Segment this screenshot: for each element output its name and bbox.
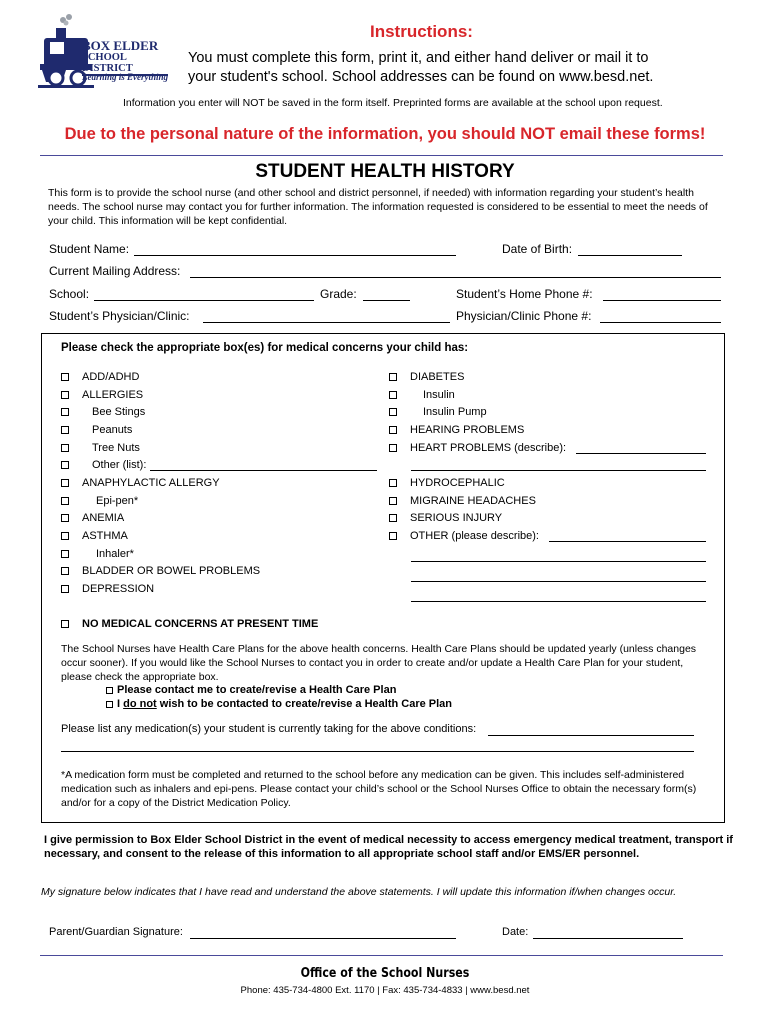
home-phone-label: Student’s Home Phone #: xyxy=(456,287,593,301)
contact-no-option[interactable]: I do not wish to be contacted to create/revise a Health Care Plan xyxy=(106,697,452,711)
physician-phone-field[interactable] xyxy=(600,322,721,323)
checkbox[interactable] xyxy=(61,514,69,522)
concerns-heading: Please check the appropriate box(es) for medical concerns your child has: xyxy=(61,342,469,354)
contact-yes-option[interactable]: Please contact me to create/revise a Health Care Plan xyxy=(106,683,396,697)
bottom-rule xyxy=(40,955,723,956)
school-label: School: xyxy=(49,287,90,301)
concern-epi-pen[interactable]: Epi-pen* xyxy=(61,494,138,508)
concern-asthma[interactable]: ASTHMA xyxy=(61,529,128,543)
instructions-line1: You must complete this form, print it, and either hand deliver or mail it to xyxy=(188,50,649,66)
concern-tree-nuts[interactable]: Tree Nuts xyxy=(61,441,140,455)
concern-heart[interactable]: HEART PROBLEMS (describe): xyxy=(389,441,566,455)
concern-inhaler[interactable]: Inhaler* xyxy=(61,547,134,561)
top-rule xyxy=(40,155,723,156)
checkbox[interactable] xyxy=(61,567,69,575)
student-name-field[interactable] xyxy=(134,255,456,256)
district-logo xyxy=(38,12,168,92)
checkbox[interactable] xyxy=(389,444,397,452)
school-field[interactable] xyxy=(94,300,314,301)
permission-text: I give permission to Box Elder School District in the event of medical necessity to access emergency medical treatment, transport if necessary, and consent to the release of this information to all appropriate school staff and/or EMS/ER personnel. xyxy=(44,834,733,860)
checkbox[interactable] xyxy=(389,532,397,540)
form-title: STUDENT HEALTH HISTORY xyxy=(255,161,515,182)
intro-text: This form is to provide the school nurse (and other school and district personnel, if needed) with information regarding your student’s health needs. The school nurse may contact you for further information. The information requested is considered to be essential to meet the needs of your child. This information will be kept confidential. xyxy=(48,187,708,227)
concern-hydrocephalic[interactable]: HYDROCEPHALIC xyxy=(389,476,505,490)
checkbox[interactable] xyxy=(61,479,69,487)
checkbox[interactable] xyxy=(61,461,69,469)
grade-field[interactable] xyxy=(363,300,410,301)
concern-hearing[interactable]: HEARING PROBLEMS xyxy=(389,423,524,437)
medications-label: Please list any medication(s) your student is currently taking for the above conditions: xyxy=(61,723,477,735)
logo-tagline: Learning is Everything xyxy=(82,72,169,82)
logo-line2: SCHOOL DISTRICT xyxy=(82,52,168,76)
dob-field[interactable] xyxy=(578,255,682,256)
concern-anemia[interactable]: ANEMIA xyxy=(61,511,124,525)
medications-field[interactable] xyxy=(488,735,694,736)
signature-field[interactable] xyxy=(190,938,456,939)
checkbox[interactable] xyxy=(389,514,397,522)
signature-statement: My signature below indicates that I have read and understand the above statements. I will update this information if/when changes occur. xyxy=(41,886,677,898)
footer-office: Office of the School Nurses xyxy=(300,966,470,981)
checkbox[interactable] xyxy=(389,408,397,416)
checkbox[interactable] xyxy=(61,373,69,381)
mailing-field[interactable] xyxy=(190,277,721,278)
checkbox[interactable] xyxy=(389,426,397,434)
mailing-label: Current Mailing Address: xyxy=(49,264,181,278)
physician-phone-label: Physician/Clinic Phone #: xyxy=(456,309,592,323)
instructions-heading: Instructions: xyxy=(370,22,473,41)
care-plan-text: The School Nurses have Health Care Plans for the above health concerns. Health Care Plans should be updated yearly (unless changes occur sooner). If you would like the School Nurses to contact you in order to create and/or update a Health Care Plan for your student, please check the appropriate box. xyxy=(61,643,697,683)
concern-allergies[interactable]: ALLERGIES xyxy=(61,388,143,402)
home-phone-field[interactable] xyxy=(603,300,721,301)
signature-date-label: Date: xyxy=(502,926,529,938)
checkbox[interactable] xyxy=(389,391,397,399)
checkbox[interactable] xyxy=(61,426,69,434)
heart-describe-field-2[interactable] xyxy=(411,470,706,471)
concern-insulin[interactable]: Insulin xyxy=(389,388,455,402)
checkbox[interactable] xyxy=(106,701,113,708)
grade-label: Grade: xyxy=(320,287,357,301)
dob-label: Date of Birth: xyxy=(502,242,573,256)
email-warning: Due to the personal nature of the information, you should NOT email these forms! xyxy=(64,125,706,143)
signature-label: Parent/Guardian Signature: xyxy=(49,926,183,938)
checkbox[interactable] xyxy=(61,391,69,399)
concern-none[interactable]: NO MEDICAL CONCERNS AT PRESENT TIME xyxy=(61,617,318,631)
concern-other[interactable]: OTHER (please describe): xyxy=(389,529,539,543)
concern-other-list[interactable]: Other (list): xyxy=(61,458,146,472)
medications-field-2[interactable] xyxy=(61,751,694,752)
physician-field[interactable] xyxy=(203,322,450,323)
concern-peanuts[interactable]: Peanuts xyxy=(61,423,132,437)
footer-contact: Phone: 435-734-4800 Ext. 1170 | Fax: 435-734-4833 | www.besd.net xyxy=(240,985,530,996)
concern-bladder-bowel[interactable]: BLADDER OR BOWEL PROBLEMS xyxy=(61,564,260,578)
concern-migraine[interactable]: MIGRAINE HEADACHES xyxy=(389,494,536,508)
other-describe-field[interactable] xyxy=(549,541,706,542)
signature-date-field[interactable] xyxy=(533,938,683,939)
checkbox[interactable] xyxy=(389,479,397,487)
concern-bee-stings[interactable]: Bee Stings xyxy=(61,405,145,419)
checkbox[interactable] xyxy=(106,687,113,694)
physician-label: Student’s Physician/Clinic: xyxy=(49,309,190,323)
checkbox[interactable] xyxy=(61,620,69,628)
other-describe-field-4[interactable] xyxy=(411,601,706,602)
checkbox[interactable] xyxy=(389,373,397,381)
other-describe-field-3[interactable] xyxy=(411,581,706,582)
student-name-label: Student Name: xyxy=(49,242,130,256)
checkbox[interactable] xyxy=(61,497,69,505)
checkbox[interactable] xyxy=(61,408,69,416)
instructions-line2: your student's school. School addresses can be found on www.besd.net. xyxy=(188,69,654,85)
instructions-note: Information you enter will NOT be saved in the form itself. Preprinted forms are available at the school upon request. xyxy=(123,97,663,109)
concern-depression[interactable]: DEPRESSION xyxy=(61,582,154,596)
concern-anaphylactic[interactable]: ANAPHYLACTIC ALLERGY xyxy=(61,476,220,490)
other-list-field[interactable] xyxy=(150,470,377,471)
other-describe-field-2[interactable] xyxy=(411,561,706,562)
checkbox[interactable] xyxy=(61,585,69,593)
checkbox[interactable] xyxy=(61,444,69,452)
checkbox[interactable] xyxy=(61,550,69,558)
heart-describe-field[interactable] xyxy=(576,453,706,454)
concern-serious-injury[interactable]: SERIOUS INJURY xyxy=(389,511,502,525)
concern-insulin-pump[interactable]: Insulin Pump xyxy=(389,405,487,419)
checkbox[interactable] xyxy=(389,497,397,505)
medication-note: *A medication form must be completed and returned to the school before any medication can be given. This includes self-administered medication such as inhalers and epi-pens. Please contact your child’s school or the School Nurses Office to obtain the necessary form(s) and/or for a copy of the District Medication Policy. xyxy=(61,769,697,809)
concern-diabetes[interactable]: DIABETES xyxy=(389,370,464,384)
concern-add-adhd[interactable]: ADD/ADHD xyxy=(61,370,139,384)
checkbox[interactable] xyxy=(61,532,69,540)
logo-line1: BOX ELDER xyxy=(82,38,159,53)
